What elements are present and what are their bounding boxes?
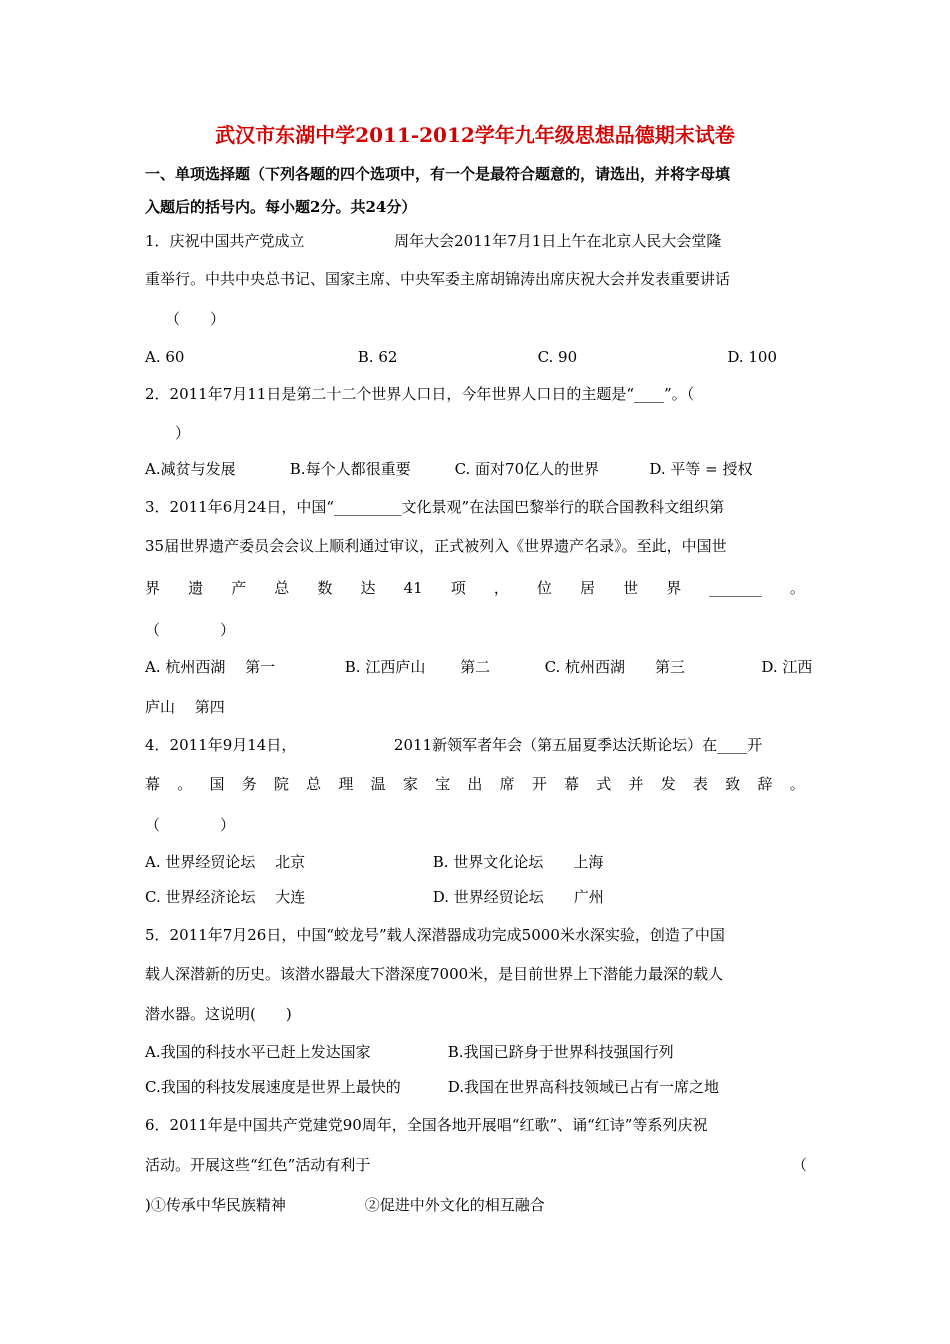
q4-option-b: B. 世界文化论坛 上海 — [432, 853, 604, 871]
q5-options-row1 — [145, 1042, 674, 1062]
q4-char: 并 — [628, 775, 644, 793]
q6-bracket-open: （ — [791, 1156, 807, 1174]
q4-text-b: 2011新领军者年会（第五届夏季达沃斯论坛）在____开 — [393, 736, 763, 754]
q1-line1 — [145, 231, 721, 251]
q5-option-a: A.我国的科技水平已赶上发达国家 — [145, 1043, 371, 1061]
q1-text-a: 1．庆祝中国共产党成立 — [145, 232, 305, 250]
q3-line1: 3．2011年6月24日，中国“_________文化景观”在法国巴黎举行的联合国教科文组织第 — [145, 498, 725, 516]
q1-line2: 重举行。中共中央总书记、国家主席、中央军委主席胡锦涛出席庆祝大会并发表重要讲话 — [145, 270, 731, 288]
q1-option-b: B. 62 — [357, 348, 398, 366]
q3-char: ， — [493, 579, 509, 597]
q4-option-a: A. 世界经贸论坛 北京 — [145, 853, 306, 871]
q4-text-a: 4．2011年9月14日， — [145, 736, 297, 754]
q4-line2 — [145, 774, 805, 794]
q3-char: 41 — [403, 579, 423, 597]
q4-char: 务 — [241, 775, 257, 793]
q5-option-d: D.我国在世界高科技领域已占有一席之地 — [447, 1078, 720, 1096]
q6-item-1: )①传承中华民族精神 — [145, 1196, 286, 1214]
q2-bracket-close: ） — [175, 424, 191, 442]
q4-char: 国 — [209, 775, 225, 793]
q2-options — [145, 459, 752, 479]
q4-answer-bracket: （ ） — [145, 816, 236, 834]
q3-char: 项 — [450, 579, 466, 597]
q2-option-c: C. 面对70亿人的世界 — [454, 460, 600, 478]
q3-char: 界 — [666, 579, 682, 597]
q4-char: 院 — [273, 775, 289, 793]
q4-char: 。 — [789, 775, 805, 793]
q4-options-row2 — [145, 887, 604, 907]
q5-line1: 5．2011年7月26日，中国“蛟龙号”载人深潜器成功完成5000米水深实验，创造了中国 — [145, 926, 725, 944]
q1-text-b: 周年大会2011年7月1日上午在北京人民大会堂隆 — [394, 232, 722, 250]
q5-option-b: B.我国已跻身于世界科技强国行列 — [447, 1043, 674, 1061]
q4-char: 总 — [306, 775, 322, 793]
q1-option-a: A. 60 — [145, 348, 185, 366]
q6-line3 — [145, 1195, 545, 1215]
section-heading-line1: 一、单项选择题（下列各题的四个选项中，有一个是最符合题意的，请选出，并将字母填 — [145, 165, 731, 183]
q3-char: 达 — [360, 579, 376, 597]
q1-options — [145, 347, 777, 367]
q4-line1 — [145, 735, 762, 755]
q1-option-d: D. 100 — [727, 348, 778, 366]
q3-char: 产 — [231, 579, 247, 597]
q3-option-a: A. 杭州西湖 第一 — [145, 658, 276, 676]
q6-item-2: ②促进中外文化的相互融合 — [364, 1196, 545, 1214]
q3-option-d: D. 江西 — [761, 658, 813, 676]
q3-char: 世 — [623, 579, 639, 597]
q1-answer-bracket: （ ） — [165, 310, 226, 328]
q4-char: 温 — [370, 775, 386, 793]
q4-char: 席 — [499, 775, 515, 793]
q4-char: 表 — [692, 775, 708, 793]
q4-char: 。 — [177, 775, 193, 793]
q2-option-b: B.每个人都很重要 — [289, 460, 411, 478]
q6-line1: 6．2011年是中国共产党建党90周年，全国各地开展唱“红歌”、诵“红诗”等系列庆祝 — [145, 1116, 708, 1134]
q3-options — [145, 657, 812, 677]
q2-line1: 2．2011年7月11日是第二十二个世界人口日，今年世界人口日的主题是“____”。（ — [145, 385, 695, 403]
q5-line3: 潜水器。这说明( ) — [145, 1005, 292, 1023]
q3-answer-bracket: （ ） — [145, 621, 236, 639]
q4-char: 致 — [725, 775, 741, 793]
q4-char: 幕 — [564, 775, 580, 793]
q3-char: 居 — [580, 579, 596, 597]
q2-option-d: D. 平等 = 授权 — [649, 460, 753, 478]
section-heading-line2: 入题后的括号内。每小题2分。共24分） — [145, 198, 417, 216]
q4-char: 理 — [338, 775, 354, 793]
q4-char: 幕 — [145, 775, 161, 793]
q5-option-c: C.我国的科技发展速度是世界上最快的 — [145, 1078, 401, 1096]
q4-char: 发 — [660, 775, 676, 793]
q4-char: 出 — [467, 775, 483, 793]
q3-char: 遗 — [188, 579, 204, 597]
q3-option-d-continued: 庐山 第四 — [145, 698, 225, 716]
q3-char: 。 — [789, 579, 805, 597]
q3-line3 — [145, 578, 805, 598]
page-title: 武汉市东湖中学2011-2012学年九年级思想品德期末试卷 — [215, 123, 735, 147]
q3-char: 数 — [317, 579, 333, 597]
q4-char: 式 — [596, 775, 612, 793]
q6-text-a: 活动。开展这些“红色”活动有利于 — [145, 1156, 371, 1174]
q4-char: 辞 — [757, 775, 773, 793]
q4-options-row1 — [145, 852, 603, 872]
q3-option-c: C. 杭州西湖 第三 — [544, 658, 686, 676]
q2-option-a: A.减贫与发展 — [145, 460, 236, 478]
q3-line2: 35届世界遗产委员会会议上顺利通过审议，正式被列入《世界遗产名录》。至此，中国世 — [145, 537, 727, 555]
q3-char: 界 — [145, 579, 161, 597]
q1-option-c: C. 90 — [537, 348, 578, 366]
q3-char: 位 — [536, 579, 552, 597]
q3-char: 总 — [274, 579, 290, 597]
q4-option-d: D. 世界经贸论坛 广州 — [432, 888, 604, 906]
q4-char: 开 — [531, 775, 547, 793]
q3-blank: _______ — [709, 579, 762, 597]
q4-char: 宝 — [435, 775, 451, 793]
q3-option-b: B. 江西庐山 第二 — [344, 658, 491, 676]
q4-option-c: C. 世界经济论坛 大连 — [145, 888, 306, 906]
q4-char: 家 — [402, 775, 418, 793]
q6-line2 — [145, 1155, 807, 1175]
q5-line2: 载人深潜新的历史。该潜水器最大下潜深度7000米，是目前世界上下潜能力最深的载人 — [145, 965, 724, 983]
q5-options-row2 — [145, 1077, 719, 1097]
